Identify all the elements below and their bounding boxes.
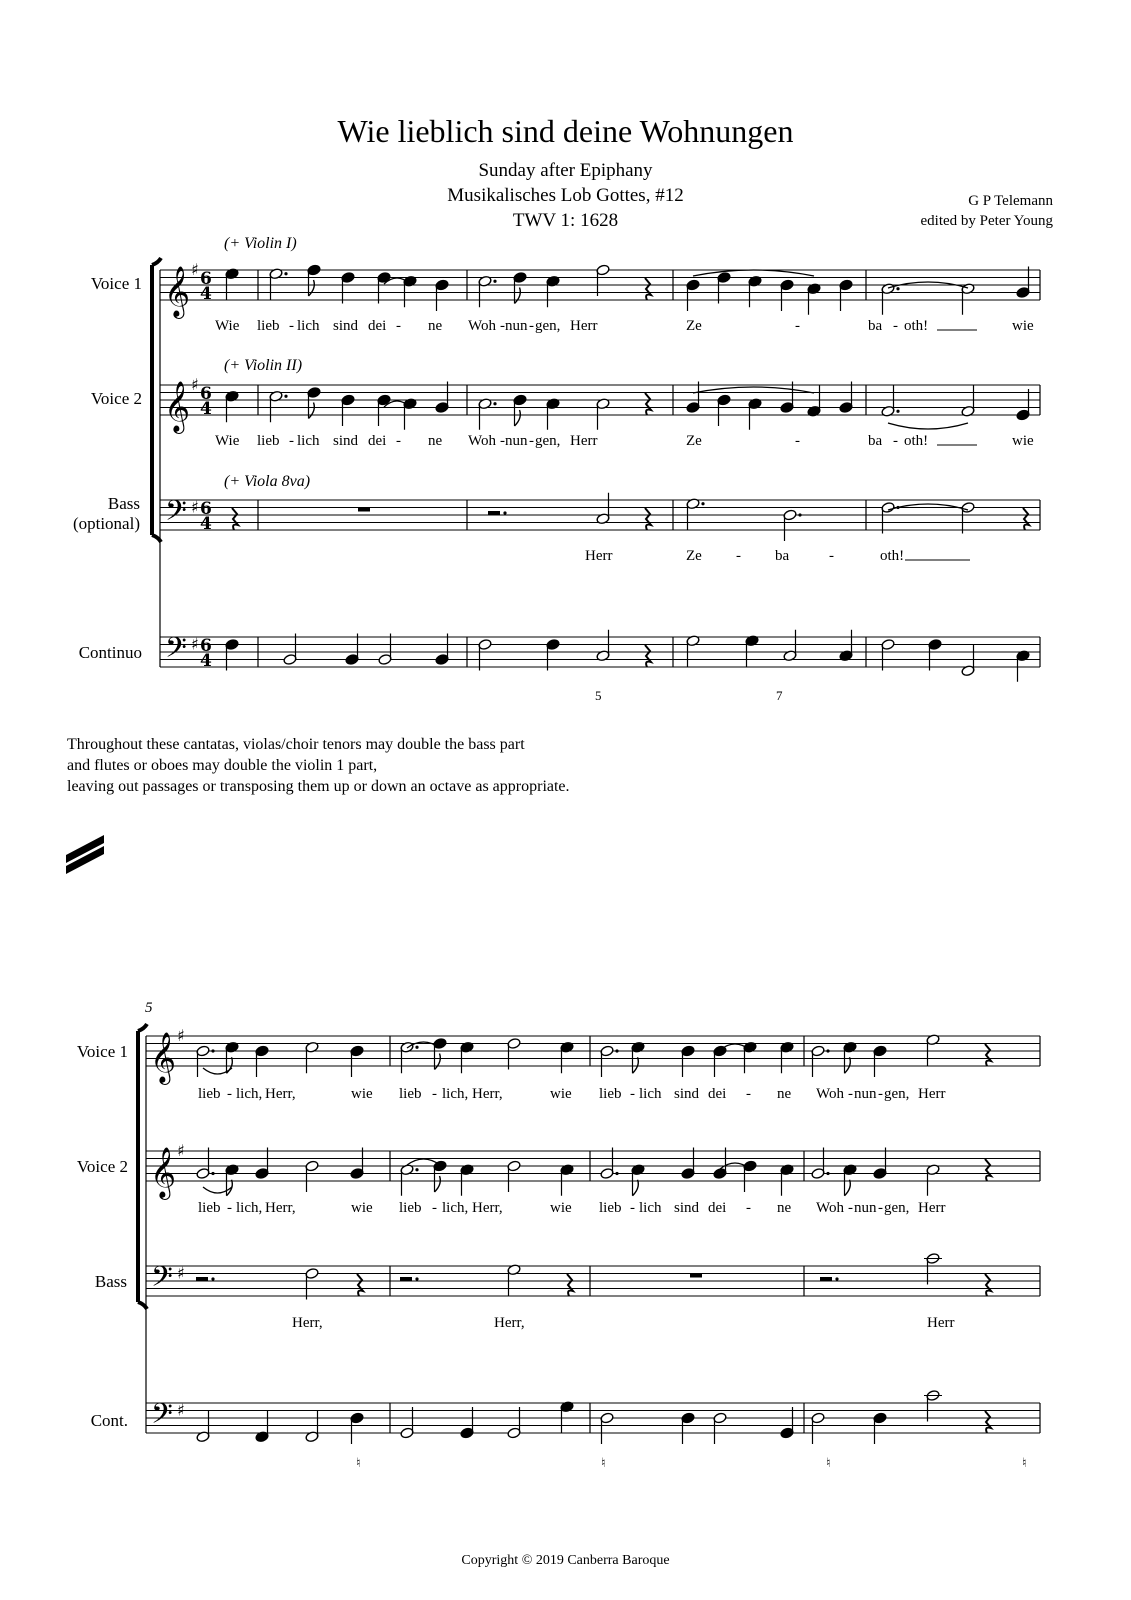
time-signature-top: 6 xyxy=(200,636,212,656)
lyric-syllable: wie xyxy=(351,1086,373,1102)
lyric-syllable: sind xyxy=(333,433,359,449)
lyric-syllable: sind xyxy=(333,318,359,334)
score-subtitle: Sunday after Epiphany xyxy=(478,160,653,181)
lyric-syllable: - xyxy=(432,1200,437,1216)
lyric-syllable: - xyxy=(289,318,294,334)
lyric-syllable: dei xyxy=(368,433,387,449)
note-flag xyxy=(309,280,315,296)
dot xyxy=(493,280,496,283)
lyric-syllable: dei xyxy=(708,1086,727,1102)
figured-bass-5: 5 xyxy=(595,688,602,703)
lyric-syllable: nun xyxy=(505,433,528,449)
lyric-syllable: dei xyxy=(368,318,387,334)
lyric-syllable: ne xyxy=(428,318,443,334)
lyric-syllable: Wie xyxy=(215,318,240,334)
lyric-syllable: Woh xyxy=(468,318,496,334)
lyric-syllable: - xyxy=(746,1086,751,1102)
treble-clef-icon: 𝄞 xyxy=(150,1147,177,1198)
lyric-syllable: gen, xyxy=(884,1086,910,1102)
sharp-key-signature-icon: ♯ xyxy=(191,497,199,517)
figured-bass-natural: ♮ xyxy=(826,1455,831,1470)
lyric-syllable: Herr, xyxy=(494,1315,525,1331)
dot xyxy=(896,287,899,290)
measure-rest-icon xyxy=(358,508,370,512)
time-signature-bottom: 4 xyxy=(200,284,212,304)
quarter-rest-icon xyxy=(985,1159,991,1181)
part-label-bass: Bass xyxy=(107,494,140,513)
lyric-syllable: lich, xyxy=(236,1200,263,1216)
performance-note-line-2: and flutes or oboes may double the violin 1 part, xyxy=(67,757,378,774)
lyric-syllable: lieb xyxy=(599,1086,622,1102)
lyric-syllable: lich xyxy=(297,318,320,334)
lyric-syllable: - xyxy=(529,433,534,449)
dot xyxy=(615,1172,618,1175)
lyric-syllable: - xyxy=(746,1200,751,1216)
lyric-syllable: nun xyxy=(505,318,528,334)
lyric-syllable: gen, xyxy=(535,318,561,334)
dot xyxy=(415,1168,418,1171)
slur xyxy=(888,423,968,429)
lyric-syllable: Wie xyxy=(215,433,240,449)
lyric-syllable: Ze xyxy=(686,548,702,564)
lyric-syllable: lich, xyxy=(236,1086,263,1102)
instrumentation-violin-1: (+ Violin I) xyxy=(224,235,297,252)
lyric-syllable: - xyxy=(878,1200,883,1216)
note-flag xyxy=(633,1057,639,1073)
slur xyxy=(203,1068,232,1074)
lyric-syllable: ne xyxy=(428,433,443,449)
performance-note-line-3: leaving out passages or transposing them up or down an octave as appropriate. xyxy=(67,778,570,795)
dot xyxy=(284,395,287,398)
instrumentation-violin-2: (+ Violin II) xyxy=(224,357,303,374)
lyric-syllable: - xyxy=(529,318,534,334)
lyric-syllable: wie xyxy=(1012,433,1034,449)
lyric-syllable: - xyxy=(893,318,898,334)
lyric-syllable: - xyxy=(396,318,401,334)
bass-clef-icon: 𝄢 xyxy=(165,494,187,535)
sharp-key-signature-icon: ♯ xyxy=(177,1263,185,1283)
lyric-syllable: dei xyxy=(708,1200,727,1216)
lyric-syllable: Ze xyxy=(686,433,702,449)
note-flag xyxy=(633,1180,639,1196)
dot xyxy=(284,272,287,275)
sharp-key-signature-icon: ♯ xyxy=(191,260,199,279)
quarter-rest-icon xyxy=(232,508,238,530)
dot xyxy=(835,1277,838,1280)
dotted-half-rest-icon xyxy=(400,1277,412,1281)
lyric-syllable: - xyxy=(736,548,741,564)
dot xyxy=(701,502,704,505)
note-flag xyxy=(435,1054,441,1070)
lyric-syllable: gen, xyxy=(884,1200,910,1216)
score-collection: Musikalisches Lob Gottes, #12 xyxy=(447,185,684,206)
lyric-syllable: - xyxy=(878,1086,883,1102)
time-signature-top: 6 xyxy=(200,269,212,289)
dot xyxy=(211,1049,214,1052)
lyric-syllable: lich, xyxy=(442,1086,469,1102)
part-label-voice-2: Voice 2 xyxy=(90,389,142,408)
treble-clef-icon: 𝄞 xyxy=(150,1032,177,1083)
lyric-syllable: wie xyxy=(1012,318,1034,334)
lyric-syllable: wie xyxy=(351,1200,373,1216)
dotted-half-rest-icon xyxy=(820,1277,832,1281)
quarter-rest-icon xyxy=(645,508,651,530)
lyric-syllable: - xyxy=(500,318,505,334)
lyric-syllable: sind xyxy=(674,1086,700,1102)
part-label-bass-optional: (optional) xyxy=(72,514,140,533)
measure-number: 5 xyxy=(145,1000,153,1016)
figured-bass-natural: ♮ xyxy=(1022,1455,1027,1470)
lyric-syllable: Woh xyxy=(468,433,496,449)
quarter-rest-icon xyxy=(645,645,651,667)
performance-note-line-1: Throughout these cantatas, violas/choir tenors may double the bass part xyxy=(67,736,525,753)
note-flag xyxy=(845,1057,851,1073)
lyric-syllable: lieb xyxy=(257,318,280,334)
lyric-syllable: Herr, xyxy=(265,1200,296,1216)
figured-bass-natural: ♮ xyxy=(356,1455,361,1470)
lyric-syllable: Herr, xyxy=(472,1086,503,1102)
lyric-syllable: ba xyxy=(868,433,883,449)
part-label-voice-2: Voice 2 xyxy=(76,1157,128,1176)
lyric-syllable: Ze xyxy=(686,318,702,334)
instrumentation-viola: (+ Viola 8va) xyxy=(224,473,311,490)
part-label-continuo: Continuo xyxy=(78,643,142,662)
note-flag xyxy=(435,1176,441,1192)
lyric-syllable: lich, xyxy=(442,1200,469,1216)
lyric-syllable: Woh xyxy=(816,1200,844,1216)
lyric-syllable: - xyxy=(289,433,294,449)
bass-clef-icon: 𝄢 xyxy=(165,631,187,672)
lyric-syllable: Herr xyxy=(927,1315,955,1331)
lyric-syllable: Herr xyxy=(918,1086,946,1102)
time-signature-bottom: 4 xyxy=(200,651,212,671)
lyric-syllable: - xyxy=(848,1200,853,1216)
sharp-key-signature-icon: ♯ xyxy=(177,1400,185,1420)
lyric-syllable: oth! xyxy=(880,548,905,564)
composer-credit: G P Telemann xyxy=(968,193,1053,209)
slur xyxy=(203,1187,232,1193)
lyric-syllable: lieb xyxy=(399,1086,422,1102)
copyright-notice: Copyright © 2019 Canberra Baroque xyxy=(461,1553,670,1568)
lyric-syllable: lieb xyxy=(257,433,280,449)
lyric-syllable: - xyxy=(848,1086,853,1102)
lyric-syllable: wie xyxy=(550,1086,572,1102)
lyric-syllable: Herr, xyxy=(292,1315,323,1331)
lyric-syllable: lich xyxy=(639,1200,662,1216)
score-catalogue-number: TWV 1: 1628 xyxy=(512,210,619,231)
treble-clef-icon: 𝄞 xyxy=(164,266,191,317)
lyric-syllable: ba xyxy=(775,548,790,564)
lyric-syllable: lich xyxy=(297,433,320,449)
lyric-syllable: - xyxy=(893,433,898,449)
dot xyxy=(826,1049,829,1052)
dot xyxy=(826,1172,829,1175)
lyric-syllable: - xyxy=(795,318,800,334)
lyric-syllable: Herr xyxy=(585,548,613,564)
lyric-syllable: nun xyxy=(854,1086,877,1102)
note-flag xyxy=(845,1180,851,1196)
lyric-syllable: - xyxy=(500,433,505,449)
lyric-syllable: lieb xyxy=(599,1200,622,1216)
treble-clef-icon: 𝄞 xyxy=(164,381,191,432)
part-label-bass: Bass xyxy=(94,1272,127,1291)
time-signature-bottom: 4 xyxy=(200,399,212,419)
dot xyxy=(211,1277,214,1280)
lyric-syllable: - xyxy=(630,1200,635,1216)
part-label-continuo: Cont. xyxy=(90,1411,128,1430)
lyric-syllable: ne xyxy=(777,1086,792,1102)
note-flag xyxy=(309,403,315,419)
lyric-syllable: lich xyxy=(639,1086,662,1102)
time-signature-bottom: 4 xyxy=(200,514,212,534)
lyric-syllable: oth! xyxy=(904,318,929,334)
part-label-voice-1: Voice 1 xyxy=(90,274,142,293)
quarter-rest-icon xyxy=(985,1044,991,1066)
dot xyxy=(615,1049,618,1052)
sharp-key-signature-icon: ♯ xyxy=(191,375,199,394)
lyric-syllable: - xyxy=(829,548,834,564)
lyric-syllable: wie xyxy=(550,1200,572,1216)
lyric-syllable: Herr xyxy=(918,1200,946,1216)
quarter-rest-icon xyxy=(357,1274,363,1296)
dot xyxy=(211,1172,214,1175)
measure-rest-icon xyxy=(690,1274,702,1278)
quarter-rest-icon xyxy=(1023,508,1029,530)
note-flag xyxy=(515,288,521,304)
lyric-syllable: Herr xyxy=(570,433,598,449)
figured-bass-7: 7 xyxy=(776,688,783,703)
lyric-syllable: - xyxy=(795,433,800,449)
lyric-syllable: oth! xyxy=(904,433,929,449)
bass-clef-icon: 𝄢 xyxy=(151,1397,173,1438)
figured-bass-natural: ♮ xyxy=(601,1455,606,1470)
dot xyxy=(415,1277,418,1280)
quarter-rest-icon xyxy=(645,278,651,300)
dot xyxy=(415,1046,418,1049)
dot xyxy=(896,410,899,413)
editor-credit: edited by Peter Young xyxy=(920,213,1053,229)
lyric-syllable: lieb xyxy=(399,1200,422,1216)
dot xyxy=(503,511,506,514)
system-separator-icon xyxy=(66,835,104,874)
lyric-syllable: lieb xyxy=(198,1200,221,1216)
sharp-key-signature-icon: ♯ xyxy=(191,634,199,654)
lyric-syllable: Woh xyxy=(816,1086,844,1102)
lyric-syllable: - xyxy=(396,433,401,449)
quarter-rest-icon xyxy=(985,1411,991,1433)
lyric-syllable: Herr xyxy=(570,318,598,334)
quarter-rest-icon xyxy=(567,1274,573,1296)
slur xyxy=(693,270,814,276)
sharp-key-signature-icon: ♯ xyxy=(177,1026,185,1045)
lyric-syllable: sind xyxy=(674,1200,700,1216)
lyric-syllable: - xyxy=(227,1200,232,1216)
lyric-syllable: nun xyxy=(854,1200,877,1216)
lyric-syllable: ba xyxy=(868,318,883,334)
lyric-syllable: lieb xyxy=(198,1086,221,1102)
time-signature-top: 6 xyxy=(200,384,212,404)
bass-clef-icon: 𝄢 xyxy=(151,1260,173,1301)
dotted-half-rest-icon xyxy=(196,1277,208,1281)
lyric-syllable: - xyxy=(432,1086,437,1102)
quarter-rest-icon xyxy=(985,1274,991,1296)
lyric-syllable: - xyxy=(630,1086,635,1102)
dot xyxy=(493,402,496,405)
time-signature-top: 6 xyxy=(200,499,212,519)
part-label-voice-1: Voice 1 xyxy=(76,1042,128,1061)
dotted-half-rest-icon xyxy=(488,511,500,515)
lyric-syllable: gen, xyxy=(535,433,561,449)
lyric-syllable: ne xyxy=(777,1200,792,1216)
lyric-syllable: Herr, xyxy=(265,1086,296,1102)
sharp-key-signature-icon: ♯ xyxy=(177,1141,185,1160)
quarter-rest-icon xyxy=(645,393,651,415)
dot xyxy=(798,513,801,516)
note-flag xyxy=(515,410,521,426)
lyric-syllable: Herr, xyxy=(472,1200,503,1216)
score-title: Wie lieblich sind deine Wohnungen xyxy=(337,113,794,149)
lyric-syllable: - xyxy=(227,1086,232,1102)
